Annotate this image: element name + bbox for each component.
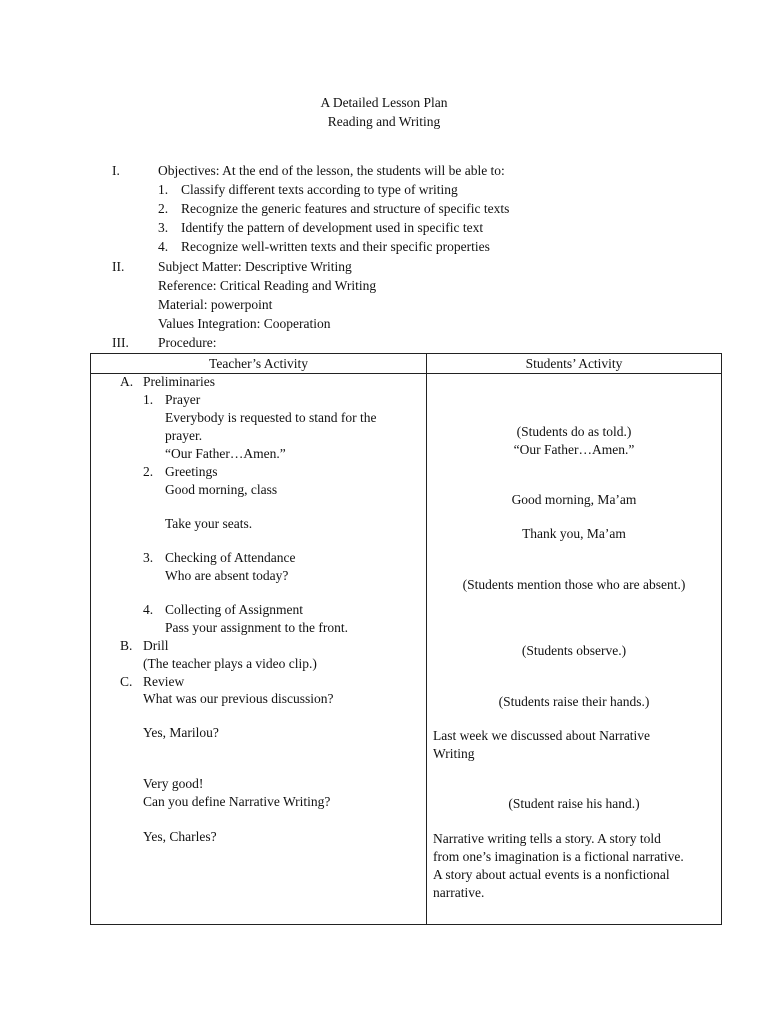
student-response: Good morning, Ma’am bbox=[511, 492, 637, 507]
teacher-line: What was our previous discussion? bbox=[143, 691, 334, 706]
objective-num: 4. bbox=[158, 239, 169, 254]
procedure-heading: Procedure: bbox=[158, 335, 217, 350]
section-letter: B. bbox=[120, 638, 133, 653]
step-num: 2. bbox=[143, 464, 154, 479]
step-num: 3. bbox=[143, 550, 154, 565]
student-response: from one’s imagination is a fictional narrative. bbox=[433, 849, 684, 864]
teacher-line: Very good! bbox=[143, 776, 204, 791]
subject-matter: Subject Matter: Descriptive Writing bbox=[158, 259, 352, 274]
student-response: (Students raise their hands.) bbox=[498, 694, 650, 709]
objective-num: 1. bbox=[158, 182, 169, 197]
greetings-label: Greetings bbox=[165, 464, 218, 479]
material: Material: powerpoint bbox=[158, 297, 273, 312]
attendance-label: Checking of Attendance bbox=[165, 550, 296, 565]
activity-table bbox=[90, 353, 722, 925]
document-subtitle: Reading and Writing bbox=[327, 114, 441, 129]
teacher-line: Take your seats. bbox=[165, 516, 253, 531]
student-response: narrative. bbox=[433, 885, 485, 900]
teacher-line: prayer. bbox=[165, 428, 203, 443]
document-title: A Detailed Lesson Plan bbox=[320, 95, 448, 110]
student-response: “Our Father…Amen.” bbox=[513, 442, 635, 457]
step-num: 1. bbox=[143, 392, 154, 407]
drill-label: Drill bbox=[143, 638, 169, 653]
teacher-line: Pass your assignment to the front. bbox=[165, 620, 348, 635]
step-num: 4. bbox=[143, 602, 154, 617]
objectives-heading: Objectives: At the end of the lesson, the students will be able to: bbox=[158, 163, 505, 178]
objective-num: 3. bbox=[158, 220, 169, 235]
teacher-line: Good morning, class bbox=[165, 482, 278, 497]
student-response: A story about actual events is a nonfictional bbox=[433, 867, 670, 882]
student-response: (Students observe.) bbox=[521, 643, 627, 658]
student-response: (Student raise his hand.) bbox=[508, 796, 640, 811]
review-label: Review bbox=[143, 674, 185, 689]
students-activity-header: Students’ Activity bbox=[525, 356, 623, 371]
teacher-line: Everybody is requested to stand for the bbox=[165, 410, 377, 425]
prayer-label: Prayer bbox=[165, 392, 201, 407]
assignment-label: Collecting of Assignment bbox=[165, 602, 303, 617]
section-letter: C. bbox=[120, 674, 133, 689]
objective-item: Recognize well-written texts and their specific properties bbox=[181, 239, 490, 254]
student-response: Last week we discussed about Narrative bbox=[433, 728, 651, 743]
values-integration: Values Integration: Cooperation bbox=[158, 316, 331, 331]
objective-item: Identify the pattern of development used in specific text bbox=[181, 220, 484, 235]
objective-num: 2. bbox=[158, 201, 169, 216]
teacher-line: “Our Father…Amen.” bbox=[165, 446, 286, 461]
reference: Reference: Critical Reading and Writing bbox=[158, 278, 377, 293]
section-numeral-iii: III. bbox=[112, 335, 129, 350]
teacher-line: Yes, Charles? bbox=[143, 829, 217, 844]
objective-item: Classify different texts according to type of writing bbox=[181, 182, 458, 197]
teacher-line: Can you define Narrative Writing? bbox=[143, 794, 331, 809]
student-response: Narrative writing tells a story. A story told bbox=[433, 831, 661, 846]
teacher-line: Who are absent today? bbox=[165, 568, 289, 583]
teacher-line: (The teacher plays a video clip.) bbox=[143, 656, 317, 671]
section-numeral-ii: II. bbox=[112, 259, 125, 274]
section-numeral-i: I. bbox=[112, 163, 120, 178]
objective-item: Recognize the generic features and structure of specific texts bbox=[181, 201, 510, 216]
teacher-line: Yes, Marilou? bbox=[143, 725, 219, 740]
student-response: (Students mention those who are absent.) bbox=[462, 577, 686, 592]
preliminaries-label: Preliminaries bbox=[143, 374, 215, 389]
teacher-activity-header: Teacher’s Activity bbox=[209, 356, 308, 371]
student-response: Writing bbox=[433, 746, 475, 761]
section-letter: A. bbox=[120, 374, 134, 389]
student-response: (Students do as told.) bbox=[516, 424, 632, 439]
student-response: Thank you, Ma’am bbox=[522, 526, 626, 541]
